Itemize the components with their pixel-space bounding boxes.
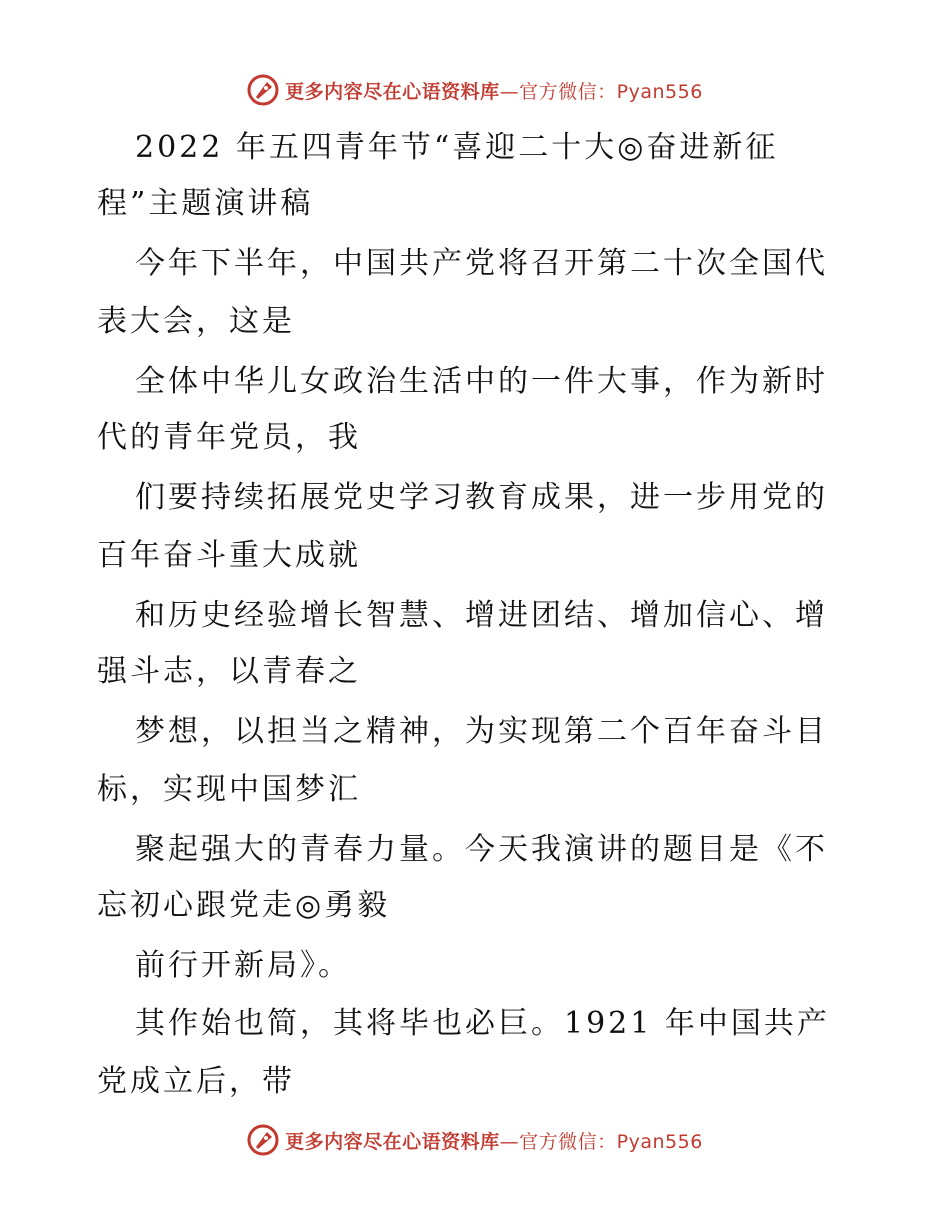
body-line: 其作始也简，其将毕也必巨。1921 年中国共产: [135, 1006, 830, 1041]
body-line: 全体中华儿女政治生活中的一件大事，作为新时: [135, 364, 828, 399]
body-line: 代的青年党员，我: [97, 420, 361, 455]
body-line: 们要持续拓展党史学习教育成果，进一步用党的: [135, 480, 828, 515]
body-line: 和历史经验增长智慧、增进团结、增加信心、增: [135, 598, 828, 633]
banner-library-name: 更多内容尽在心语资料库: [285, 80, 500, 103]
body-line: 前行开新局》。: [135, 948, 351, 983]
body-line: 聚起强大的青春力量。今天我演讲的题目是《不: [135, 832, 828, 867]
body-line: 党成立后，带: [97, 1064, 295, 1099]
pen-nib-logo-icon: [247, 74, 279, 106]
pen-nib-logo-icon: [247, 1124, 279, 1156]
footer-banner: [0, 1120, 950, 1160]
banner-library-name: 更多内容尽在心语资料库: [285, 1130, 500, 1153]
body-line: 梦想，以担当之精神，为实现第二个百年奋斗目: [135, 714, 828, 749]
body-line: 标，实现中国梦汇: [97, 772, 361, 807]
body-line: 表大会，这是: [97, 304, 295, 339]
header-banner: [0, 70, 950, 110]
body-line: 百年奋斗重大成就: [97, 538, 361, 573]
document-title-line-2: 程”主题演讲稿: [97, 186, 314, 221]
banner-wechat-info: —官方微信：Pyan556: [499, 80, 703, 103]
body-line: 今年下半年，中国共产党将召开第二十次全国代: [135, 246, 828, 281]
body-line: 强斗志，以青春之: [97, 654, 361, 689]
body-line: 忘初心跟党走◎勇毅: [97, 888, 391, 923]
document-title-line-1: 2022 年五四青年节“喜迎二十大◎奋进新征: [135, 130, 779, 165]
banner-wechat-info: —官方微信：Pyan556: [499, 1130, 703, 1153]
